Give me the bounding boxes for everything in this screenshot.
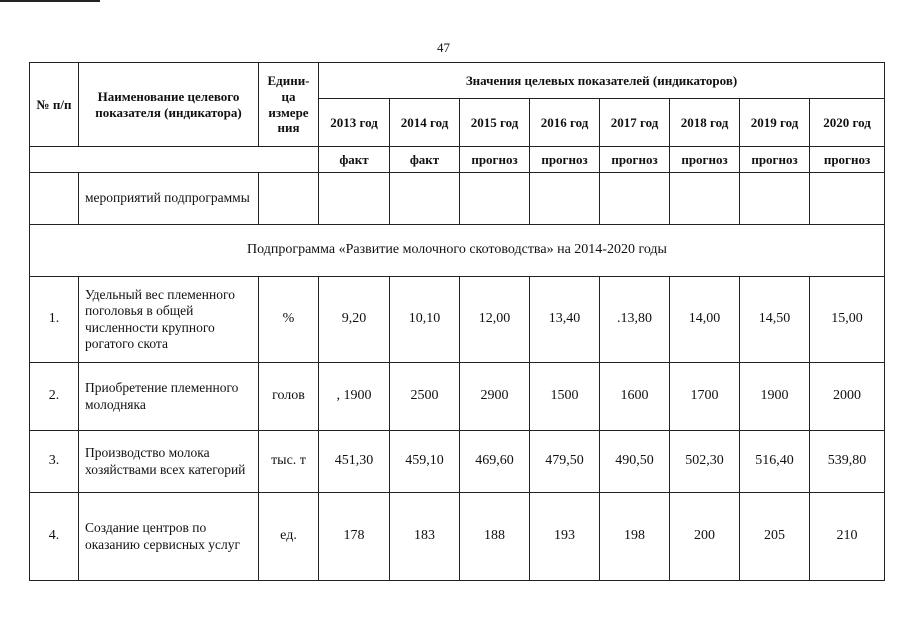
- row-unit: ед.: [259, 493, 319, 581]
- row-value: 193: [530, 493, 600, 581]
- cell-empty: [600, 173, 670, 225]
- row-value: 12,00: [460, 277, 530, 363]
- row-num: 1.: [30, 277, 79, 363]
- row-value: 539,80: [810, 431, 885, 493]
- row-unit: голов: [259, 363, 319, 431]
- page-number: 47: [437, 40, 450, 55]
- header-type: прогноз: [460, 147, 530, 173]
- cell-empty: [530, 173, 600, 225]
- header-year: 2018 год: [670, 99, 740, 147]
- row-value: 10,10: [390, 277, 460, 363]
- cell-empty: [670, 173, 740, 225]
- continuation-name: мероприятий подпрограммы: [79, 173, 259, 225]
- header-row-1: [30, 63, 885, 99]
- row-unit: %: [259, 277, 319, 363]
- header-type: прогноз: [670, 147, 740, 173]
- header-type-row: [30, 147, 885, 173]
- row-value: 198: [600, 493, 670, 581]
- cell-empty: [810, 173, 885, 225]
- header-type: факт: [319, 147, 390, 173]
- header-type: прогноз: [530, 147, 600, 173]
- row-value: , 1900: [319, 363, 390, 431]
- table-row: [30, 363, 885, 431]
- row-value: 205: [740, 493, 810, 581]
- top-rule: [0, 0, 100, 2]
- row-value: 14,00: [670, 277, 740, 363]
- cell-empty: [740, 173, 810, 225]
- row-value: 210: [810, 493, 885, 581]
- row-value: 1700: [670, 363, 740, 431]
- row-num: 3.: [30, 431, 79, 493]
- continuation-row: [30, 173, 885, 225]
- header-year: 2020 год: [810, 99, 885, 147]
- row-value: 14,50: [740, 277, 810, 363]
- row-value: 459,10: [390, 431, 460, 493]
- row-value: 490,50: [600, 431, 670, 493]
- row-num: 2.: [30, 363, 79, 431]
- row-value: 183: [390, 493, 460, 581]
- row-value: 178: [319, 493, 390, 581]
- cell-empty: [460, 173, 530, 225]
- row-name: Приобретение племенного молодняка: [79, 363, 259, 431]
- table-row: [30, 493, 885, 581]
- subprogram-row: [30, 225, 885, 277]
- row-value: 13,40: [530, 277, 600, 363]
- cell-empty: [259, 173, 319, 225]
- cell-empty: [319, 173, 390, 225]
- header-year: 2013 год: [319, 99, 390, 147]
- header-name: Наименование целевого показателя (индикатора): [79, 63, 259, 147]
- header-values-title: Значения целевых показателей (индикаторов): [319, 63, 885, 99]
- subprogram-title: Подпрограмма «Развитие молочного скотоводства» на 2014-2020 годы: [30, 225, 885, 277]
- row-value: 1900: [740, 363, 810, 431]
- header-type: прогноз: [600, 147, 670, 173]
- row-value: 188: [460, 493, 530, 581]
- header-type: прогноз: [810, 147, 885, 173]
- header-year: 2015 год: [460, 99, 530, 147]
- row-name: Производство молока хозяйствами всех категорий: [79, 431, 259, 493]
- header-unit: Едини-ца измере ния: [259, 63, 319, 147]
- header-type: прогноз: [740, 147, 810, 173]
- row-value: 502,30: [670, 431, 740, 493]
- row-value: 479,50: [530, 431, 600, 493]
- row-value: .13,80: [600, 277, 670, 363]
- header-year: 2017 год: [600, 99, 670, 147]
- row-value: 9,20: [319, 277, 390, 363]
- row-value: 1600: [600, 363, 670, 431]
- row-value: 516,40: [740, 431, 810, 493]
- row-value: 1500: [530, 363, 600, 431]
- header-num: № п/п: [30, 63, 79, 147]
- row-value: 469,60: [460, 431, 530, 493]
- row-value: 2900: [460, 363, 530, 431]
- row-num: 4.: [30, 493, 79, 581]
- table-row: [30, 431, 885, 493]
- row-unit: тыс. т: [259, 431, 319, 493]
- target-indicators-table: [29, 62, 885, 581]
- header-type-blank: [30, 147, 319, 173]
- row-value: 200: [670, 493, 740, 581]
- row-value: 2000: [810, 363, 885, 431]
- header-type: факт: [390, 147, 460, 173]
- header-year: 2019 год: [740, 99, 810, 147]
- row-name: Удельный вес племенного поголовья в общей численности крупного рогатого скота: [79, 277, 259, 363]
- header-year: 2014 год: [390, 99, 460, 147]
- row-value: 2500: [390, 363, 460, 431]
- table-row: [30, 277, 885, 363]
- row-value: 15,00: [810, 277, 885, 363]
- row-value: 451,30: [319, 431, 390, 493]
- cell-empty: [30, 173, 79, 225]
- row-name: Создание центров по оказанию сервисных услуг: [79, 493, 259, 581]
- header-year: 2016 год: [530, 99, 600, 147]
- cell-empty: [390, 173, 460, 225]
